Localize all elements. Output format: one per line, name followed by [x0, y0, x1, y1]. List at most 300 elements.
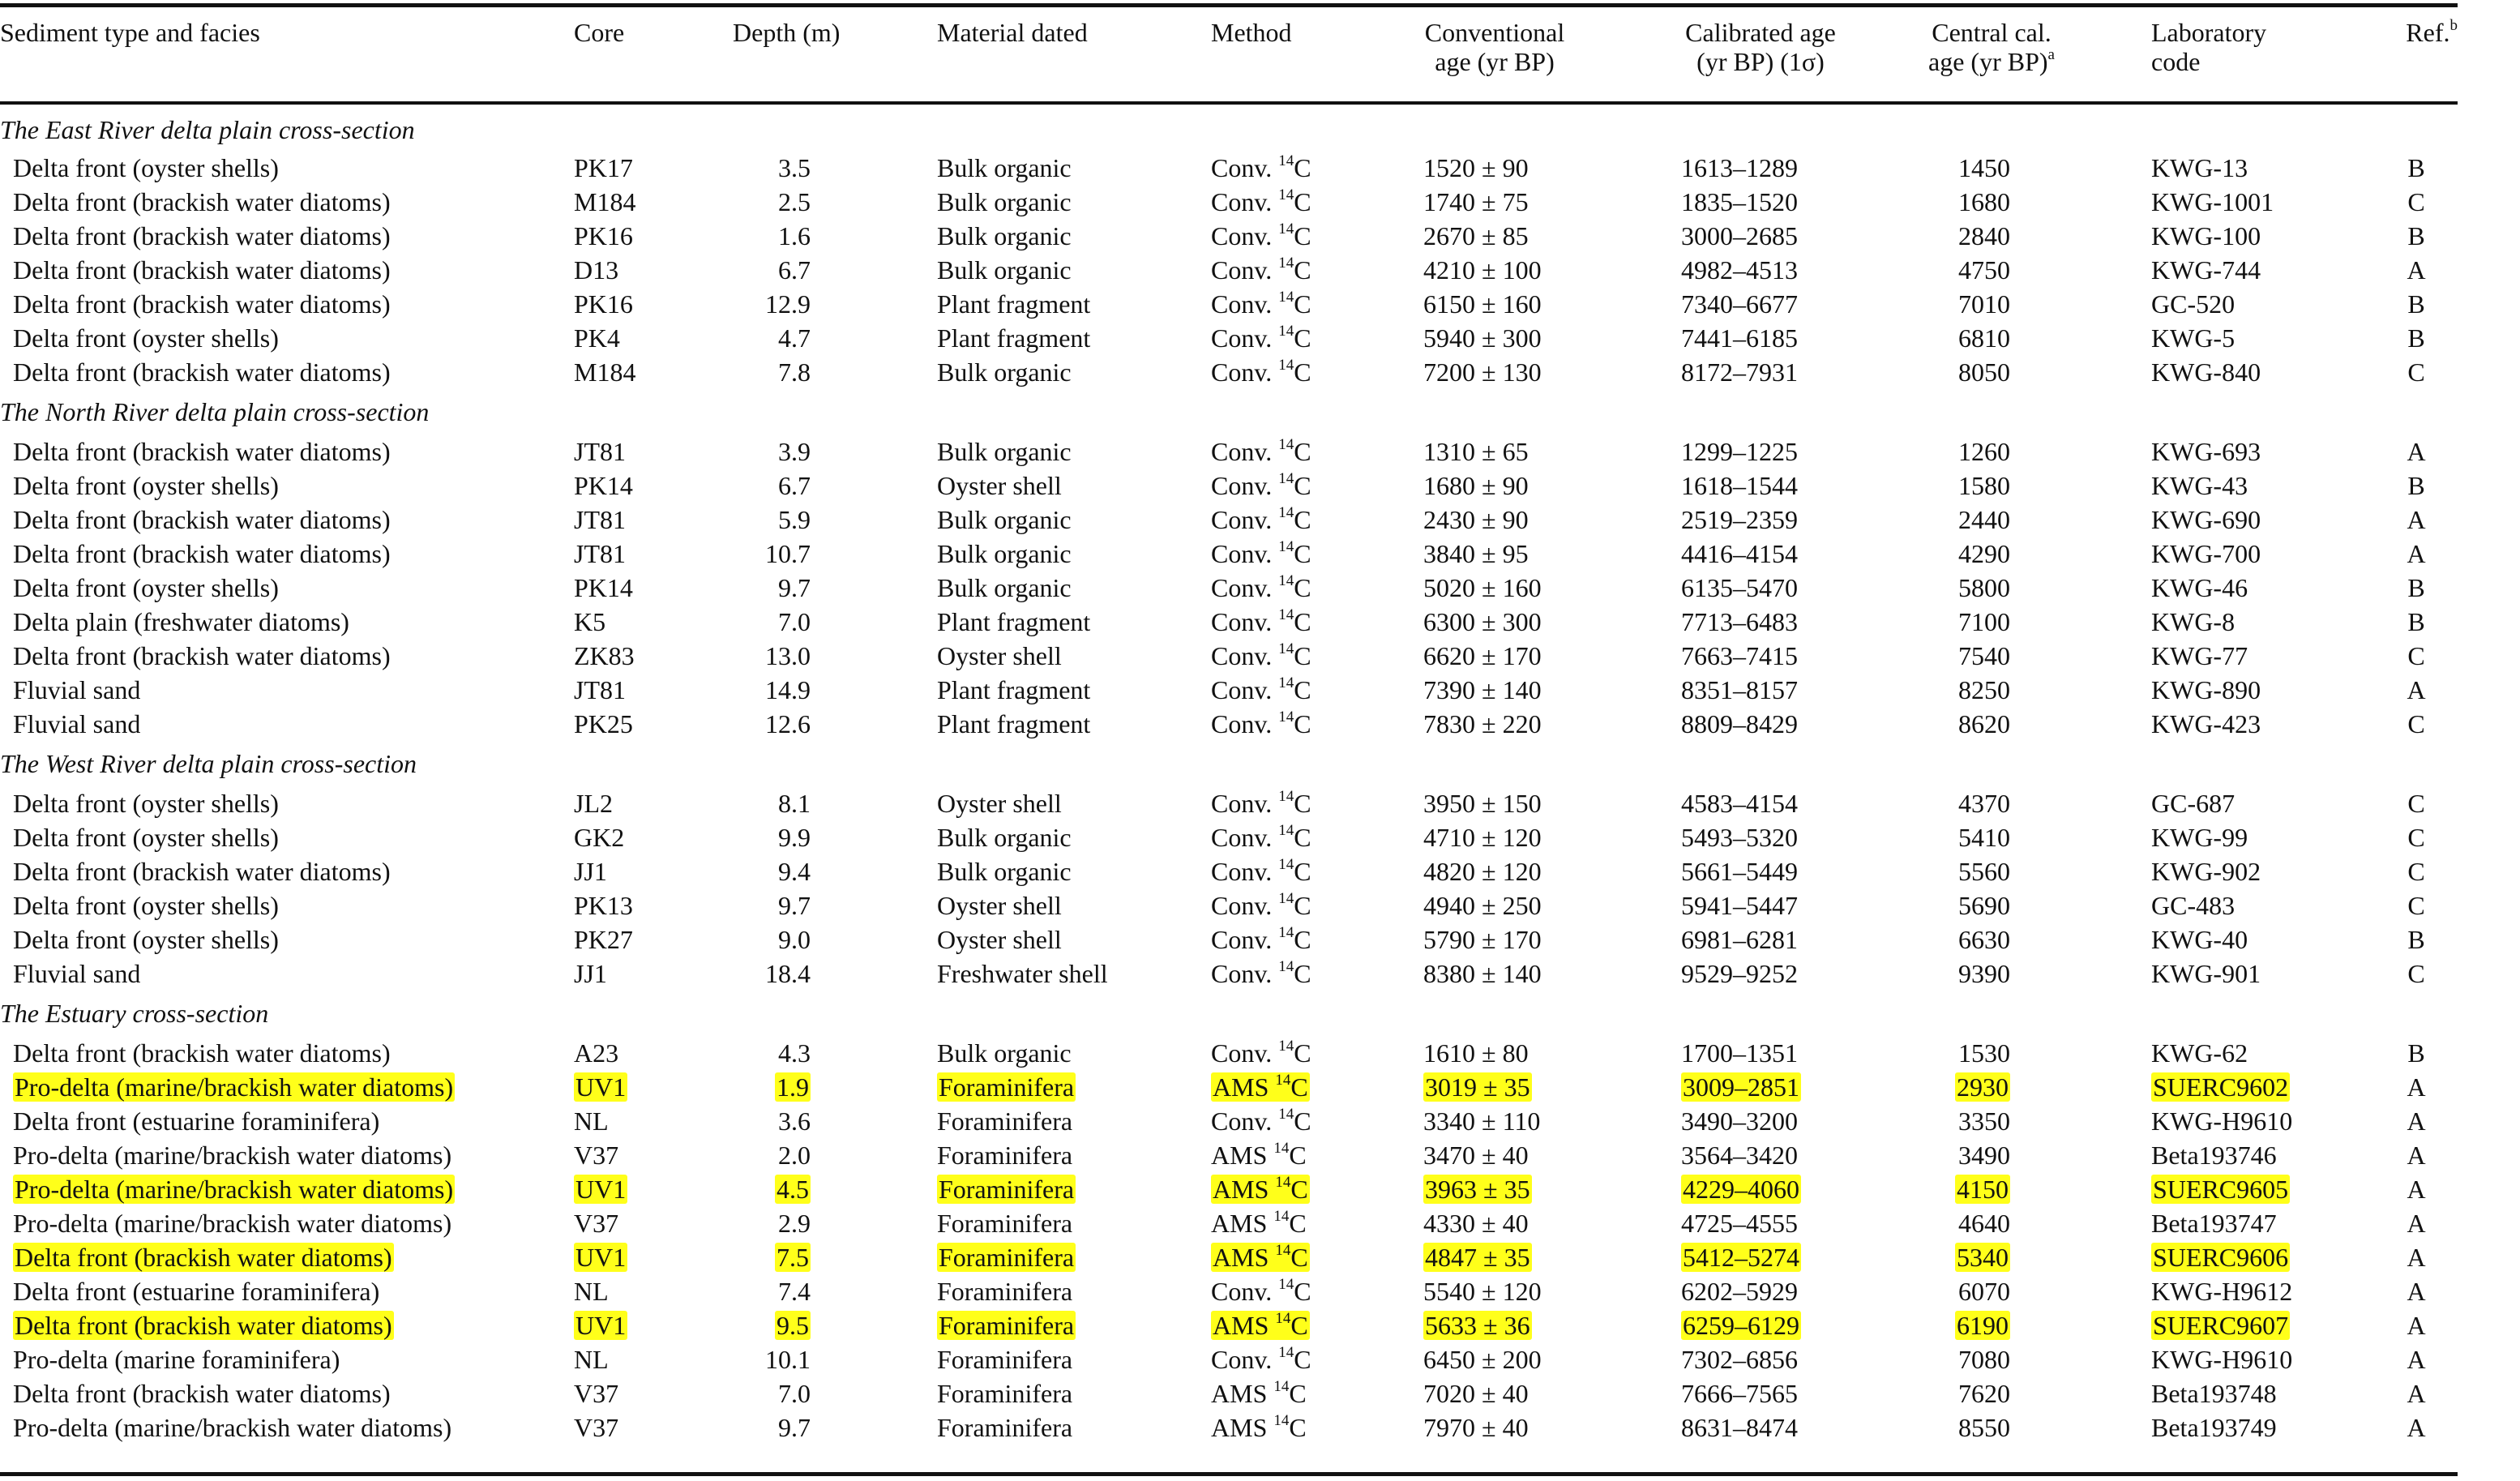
isotope-element: C	[1294, 1038, 1311, 1068]
cell-method	[1211, 185, 1414, 219]
cal-value: 5412–5274	[1683, 1243, 1799, 1272]
cell-conv	[1414, 1274, 1649, 1308]
ref-value: B	[2407, 289, 2425, 319]
cell-core	[574, 1274, 733, 1308]
cell-central	[1889, 571, 2124, 605]
conv-value: 1310 ± 65	[1423, 437, 1529, 466]
cal-value: 7666–7565	[1681, 1379, 1798, 1408]
isotope-mass: 14	[1278, 436, 1294, 453]
cell-core	[574, 219, 733, 253]
cell-ref	[2375, 1070, 2458, 1104]
method-value	[1211, 1413, 1307, 1442]
lab-value: SUERC9607	[2153, 1311, 2289, 1340]
cal-value: 5941–5447	[1681, 891, 1798, 920]
depth-value: 9.5	[777, 1311, 809, 1340]
cell-conv	[1414, 1342, 1649, 1376]
cell-sediment	[0, 1342, 574, 1376]
cell-ref	[2375, 957, 2458, 991]
cell-core	[574, 571, 733, 605]
cell-core	[574, 1172, 733, 1206]
cell-depth	[733, 786, 937, 820]
cell-material	[937, 1308, 1211, 1342]
lab-value: KWG-700	[2151, 539, 2261, 568]
cell-conv	[1414, 1036, 1649, 1070]
header-ref-label: Ref.	[2406, 18, 2450, 47]
cell-cal	[1649, 639, 1889, 673]
table-row	[0, 219, 2458, 253]
sediment-value: Delta front (oyster shells)	[13, 891, 279, 920]
material-value: Bulk organic	[937, 573, 1072, 602]
cell-central	[1889, 219, 2124, 253]
central-value: 1260	[1958, 437, 2010, 466]
ref-value: A	[2407, 505, 2426, 534]
bottom-rule	[0, 1472, 2458, 1476]
lab-value: KWG-77	[2151, 641, 2248, 670]
method-type: AMS	[1213, 1311, 1276, 1340]
header-row	[0, 8, 2458, 109]
isotope-element: C	[1294, 471, 1311, 500]
section-heading-row	[0, 741, 2458, 786]
cell-core	[574, 922, 733, 957]
lab-value: KWG-H9610	[2151, 1106, 2293, 1136]
lab-value: SUERC9602	[2153, 1072, 2289, 1102]
cell-depth	[733, 537, 937, 571]
ref-value: B	[2407, 925, 2425, 954]
material-value: Bulk organic	[937, 1038, 1072, 1068]
cell-material	[937, 1240, 1211, 1274]
cal-value: 6135–5470	[1681, 573, 1798, 602]
cell-ref	[2375, 639, 2458, 673]
depth-value: 3.6	[778, 1106, 811, 1136]
footnote-a: a	[2047, 46, 2055, 63]
method-type: AMS	[1213, 1243, 1276, 1272]
central-value: 6070	[1958, 1277, 2010, 1306]
lab-value: Beta193749	[2151, 1413, 2277, 1442]
isotope-element: C	[1290, 1175, 1308, 1204]
cell-depth	[733, 707, 937, 741]
cell-ref	[2375, 1138, 2458, 1172]
isotope-element: C	[1294, 641, 1311, 670]
cell-material	[937, 1138, 1211, 1172]
conv-value: 3950 ± 150	[1423, 789, 1542, 818]
central-value: 1580	[1958, 471, 2010, 500]
cell-lab	[2124, 253, 2375, 287]
sediment-value: Delta plain (freshwater diatoms)	[13, 607, 349, 636]
cal-value: 4725–4555	[1681, 1209, 1798, 1238]
cal-value: 5493–5320	[1681, 823, 1798, 852]
conv-value: 3470 ± 40	[1423, 1141, 1529, 1170]
cell-lab	[2124, 820, 2375, 854]
cell-method	[1211, 1036, 1414, 1070]
central-value: 6810	[1958, 323, 2010, 353]
lab-value: KWG-H9612	[2151, 1277, 2293, 1306]
isotope-element: C	[1294, 891, 1311, 920]
material-value: Foraminifera	[939, 1311, 1075, 1340]
cell-ref	[2375, 503, 2458, 537]
table-row	[0, 707, 2458, 741]
material-value: Foraminifera	[939, 1175, 1075, 1204]
central-value: 3350	[1958, 1106, 2010, 1136]
core-value: V37	[574, 1141, 619, 1170]
cell-cal	[1649, 1036, 1889, 1070]
method-type: Conv.	[1211, 1106, 1279, 1136]
material-value: Foraminifera	[937, 1345, 1073, 1374]
cal-value: 7441–6185	[1681, 323, 1798, 353]
cell-depth	[733, 1070, 937, 1104]
material-value: Foraminifera	[937, 1209, 1073, 1238]
sediment-value: Delta front (brackish water diatoms)	[13, 505, 391, 534]
cell-method	[1211, 434, 1414, 469]
isotope-mass: 14	[1278, 822, 1294, 839]
cell-central	[1889, 1206, 2124, 1240]
ref-value: A	[2407, 675, 2426, 704]
central-value: 7540	[1958, 641, 2010, 670]
material-value: Plant fragment	[937, 675, 1091, 704]
sediment-value: Pro-delta (marine/brackish water diatoms)	[15, 1175, 454, 1204]
cell-central	[1889, 1138, 2124, 1172]
header-cal-line1: Calibrated age	[1685, 18, 1836, 47]
material-value: Bulk organic	[937, 857, 1072, 886]
section-heading-row	[0, 389, 2458, 434]
sediment-value: Delta front (oyster shells)	[13, 789, 279, 818]
header-conventional-age	[1414, 8, 1649, 109]
core-value: PK14	[574, 573, 633, 602]
cell-lab	[2124, 469, 2375, 503]
table-row	[0, 786, 2458, 820]
cell-core	[574, 1308, 733, 1342]
cell-ref	[2375, 355, 2458, 389]
isotope-element: C	[1294, 437, 1311, 466]
cell-sediment	[0, 639, 574, 673]
cell-lab	[2124, 1376, 2375, 1410]
cell-method	[1211, 786, 1414, 820]
cell-sediment	[0, 1410, 574, 1445]
header-calibrated-age	[1649, 8, 1889, 109]
cell-method	[1211, 1172, 1414, 1206]
cal-value: 4229–4060	[1683, 1175, 1799, 1204]
lab-value: KWG-744	[2151, 255, 2261, 285]
cell-conv	[1414, 185, 1649, 219]
method-value	[1211, 437, 1311, 466]
lab-value: KWG-40	[2151, 925, 2248, 954]
cell-method	[1211, 287, 1414, 321]
lab-value: GC-687	[2151, 789, 2235, 818]
ref-value: B	[2407, 471, 2425, 500]
cell-conv	[1414, 707, 1649, 741]
cell-material	[937, 1036, 1211, 1070]
header-depth: Depth (m)	[733, 18, 841, 47]
method-type: Conv.	[1211, 255, 1279, 285]
cell-sediment	[0, 1308, 574, 1342]
material-value: Bulk organic	[937, 357, 1072, 387]
section-heading-row	[0, 109, 2458, 151]
method-value	[1211, 675, 1311, 704]
material-value: Freshwater shell	[937, 959, 1108, 988]
conv-value: 3340 ± 110	[1423, 1106, 1541, 1136]
central-value: 1450	[1958, 153, 2010, 182]
cell-core	[574, 503, 733, 537]
conv-value: 1520 ± 90	[1423, 153, 1529, 182]
cell-conv	[1414, 1308, 1649, 1342]
isotope-mass: 14	[1275, 1242, 1291, 1259]
cell-material	[937, 888, 1211, 922]
central-value: 8250	[1958, 675, 2010, 704]
cell-core	[574, 854, 733, 888]
method-type: Conv.	[1211, 709, 1279, 738]
cell-sediment	[0, 1070, 574, 1104]
ref-value: A	[2407, 1345, 2426, 1374]
cell-conv	[1414, 854, 1649, 888]
cell-sediment	[0, 469, 574, 503]
depth-value: 5.9	[778, 505, 811, 534]
isotope-mass: 14	[1278, 1038, 1294, 1055]
sediment-value: Pro-delta (marine/brackish water diatoms)	[13, 1209, 452, 1238]
cell-depth	[733, 1138, 937, 1172]
cell-depth	[733, 151, 937, 185]
central-value: 7100	[1958, 607, 2010, 636]
cell-method	[1211, 321, 1414, 355]
cell-lab	[2124, 219, 2375, 253]
ref-value: A	[2407, 1311, 2426, 1340]
lab-value: Beta193748	[2151, 1379, 2277, 1408]
cell-core	[574, 321, 733, 355]
cell-conv	[1414, 503, 1649, 537]
cell-sediment	[0, 957, 574, 991]
method-type: Conv.	[1211, 539, 1279, 568]
depth-value: 4.7	[778, 323, 811, 353]
isotope-element: C	[1294, 857, 1311, 886]
cell-conv	[1414, 469, 1649, 503]
cal-value: 3490–3200	[1681, 1106, 1798, 1136]
header-material: Material dated	[937, 18, 1088, 47]
cell-material	[937, 1376, 1211, 1410]
cell-depth	[733, 503, 937, 537]
ref-value: C	[2407, 187, 2425, 216]
cell-material	[937, 1342, 1211, 1376]
isotope-element: C	[1294, 221, 1311, 250]
table-row	[0, 854, 2458, 888]
cell-cal	[1649, 854, 1889, 888]
cal-value: 2519–2359	[1681, 505, 1798, 534]
cell-lab	[2124, 321, 2375, 355]
cell-central	[1889, 503, 2124, 537]
cell-cal	[1649, 287, 1889, 321]
depth-value: 14.9	[765, 675, 811, 704]
cell-conv	[1414, 1240, 1649, 1274]
material-value: Oyster shell	[937, 925, 1062, 954]
cell-lab	[2124, 1308, 2375, 1342]
cell-central	[1889, 1376, 2124, 1410]
table-row	[0, 1240, 2458, 1274]
lab-value: KWG-8	[2151, 607, 2235, 636]
header-lab-line1: Laboratory	[2151, 18, 2267, 47]
cell-material	[937, 707, 1211, 741]
cell-cal	[1649, 469, 1889, 503]
cell-central	[1889, 287, 2124, 321]
cell-cal	[1649, 537, 1889, 571]
sediment-value: Delta front (brackish water diatoms)	[13, 255, 391, 285]
material-value: Bulk organic	[937, 437, 1072, 466]
core-value: V37	[574, 1379, 619, 1408]
cell-cal	[1649, 673, 1889, 707]
ref-value: A	[2407, 1106, 2426, 1136]
core-value: NL	[574, 1106, 609, 1136]
cell-cal	[1649, 1342, 1889, 1376]
method-type: AMS	[1211, 1209, 1274, 1238]
conv-value: 1740 ± 75	[1423, 187, 1529, 216]
radiocarbon-dates-table	[0, 8, 2458, 1445]
core-value: UV1	[575, 1311, 627, 1340]
cell-method	[1211, 1070, 1414, 1104]
cell-core	[574, 820, 733, 854]
isotope-element: C	[1294, 1106, 1311, 1136]
table-row	[0, 434, 2458, 469]
cell-cal	[1649, 707, 1889, 741]
method-value	[1211, 323, 1311, 353]
isotope-mass: 14	[1278, 958, 1294, 975]
isotope-mass: 14	[1278, 606, 1294, 623]
cell-material	[937, 287, 1211, 321]
cell-cal	[1649, 820, 1889, 854]
ref-value: A	[2407, 1141, 2426, 1170]
isotope-element: C	[1294, 789, 1311, 818]
ref-value: A	[2407, 1413, 2426, 1442]
isotope-element: C	[1294, 255, 1311, 285]
depth-value: 7.4	[778, 1277, 811, 1306]
ref-value: A	[2407, 1209, 2426, 1238]
cell-sediment	[0, 707, 574, 741]
cell-sediment	[0, 1206, 574, 1240]
method-type: Conv.	[1211, 187, 1279, 216]
method-value	[1211, 641, 1311, 670]
cell-central	[1889, 537, 2124, 571]
header-lab-code	[2124, 8, 2375, 109]
cell-lab	[2124, 185, 2375, 219]
conv-value: 6300 ± 300	[1423, 607, 1542, 636]
central-value: 2840	[1958, 221, 2010, 250]
cell-method	[1211, 922, 1414, 957]
core-value: UV1	[575, 1243, 627, 1272]
cell-material	[937, 469, 1211, 503]
cell-sediment	[0, 1036, 574, 1070]
core-value: PK16	[574, 289, 633, 319]
ref-value: A	[2407, 1277, 2426, 1306]
cell-lab	[2124, 1240, 2375, 1274]
cell-depth	[733, 957, 937, 991]
ref-value: C	[2407, 709, 2425, 738]
material-value: Plant fragment	[937, 607, 1091, 636]
central-value: 2930	[1957, 1072, 2009, 1102]
material-value: Bulk organic	[937, 823, 1072, 852]
lab-value: Beta193746	[2151, 1141, 2277, 1170]
cell-depth	[733, 854, 937, 888]
lab-value: KWG-62	[2151, 1038, 2248, 1068]
method-value	[1211, 1243, 1310, 1272]
depth-value: 1.9	[777, 1072, 809, 1102]
cell-material	[937, 1410, 1211, 1445]
cal-value: 7713–6483	[1681, 607, 1798, 636]
method-value	[1211, 1175, 1310, 1204]
cell-method	[1211, 1206, 1414, 1240]
material-value: Foraminifera	[939, 1243, 1075, 1272]
cell-depth	[733, 1206, 937, 1240]
cell-sediment	[0, 673, 574, 707]
material-value: Plant fragment	[937, 709, 1091, 738]
core-value: JT81	[574, 505, 626, 534]
material-value: Oyster shell	[937, 789, 1062, 818]
lab-value: KWG-840	[2151, 357, 2261, 387]
cell-method	[1211, 1240, 1414, 1274]
cell-material	[937, 185, 1211, 219]
cell-cal	[1649, 1070, 1889, 1104]
isotope-mass: 14	[1278, 924, 1294, 941]
cell-sediment	[0, 922, 574, 957]
isotope-element: C	[1294, 607, 1311, 636]
method-value	[1211, 153, 1311, 182]
cell-core	[574, 707, 733, 741]
cell-ref	[2375, 1104, 2458, 1138]
depth-value: 18.4	[765, 959, 811, 988]
cell-method	[1211, 151, 1414, 185]
cell-cal	[1649, 185, 1889, 219]
sediment-value: Delta front (brackish water diatoms)	[13, 1038, 391, 1068]
cell-ref	[2375, 1240, 2458, 1274]
conv-value: 3019 ± 35	[1425, 1072, 1530, 1102]
cell-cal	[1649, 1138, 1889, 1172]
cell-depth	[733, 605, 937, 639]
isotope-element: C	[1294, 539, 1311, 568]
cell-ref	[2375, 1376, 2458, 1410]
cal-value: 1618–1544	[1681, 471, 1798, 500]
cell-cal	[1649, 1240, 1889, 1274]
isotope-mass: 14	[1275, 1310, 1291, 1327]
cell-method	[1211, 673, 1414, 707]
isotope-element: C	[1290, 1243, 1308, 1272]
table-row	[0, 957, 2458, 991]
method-type: Conv.	[1211, 1345, 1279, 1374]
core-value: V37	[574, 1413, 619, 1442]
method-type: AMS	[1213, 1175, 1276, 1204]
cell-sediment	[0, 434, 574, 469]
material-value: Oyster shell	[937, 471, 1062, 500]
core-value: V37	[574, 1209, 619, 1238]
cell-lab	[2124, 888, 2375, 922]
isotope-element: C	[1294, 823, 1311, 852]
cell-conv	[1414, 1138, 1649, 1172]
cell-central	[1889, 1104, 2124, 1138]
method-type: Conv.	[1211, 675, 1279, 704]
cell-conv	[1414, 355, 1649, 389]
cell-material	[937, 605, 1211, 639]
cell-sediment	[0, 820, 574, 854]
cell-cal	[1649, 1308, 1889, 1342]
material-value: Foraminifera	[937, 1106, 1073, 1136]
cell-sediment	[0, 1138, 574, 1172]
cell-ref	[2375, 571, 2458, 605]
cell-core	[574, 1104, 733, 1138]
material-value: Plant fragment	[937, 323, 1091, 353]
table-row	[0, 151, 2458, 185]
depth-value: 6.7	[778, 471, 811, 500]
isotope-element: C	[1294, 573, 1311, 602]
cell-sediment	[0, 605, 574, 639]
cell-central	[1889, 469, 2124, 503]
cell-central	[1889, 1070, 2124, 1104]
central-value: 6630	[1958, 925, 2010, 954]
material-value: Bulk organic	[937, 187, 1072, 216]
cell-material	[937, 820, 1211, 854]
cell-core	[574, 888, 733, 922]
